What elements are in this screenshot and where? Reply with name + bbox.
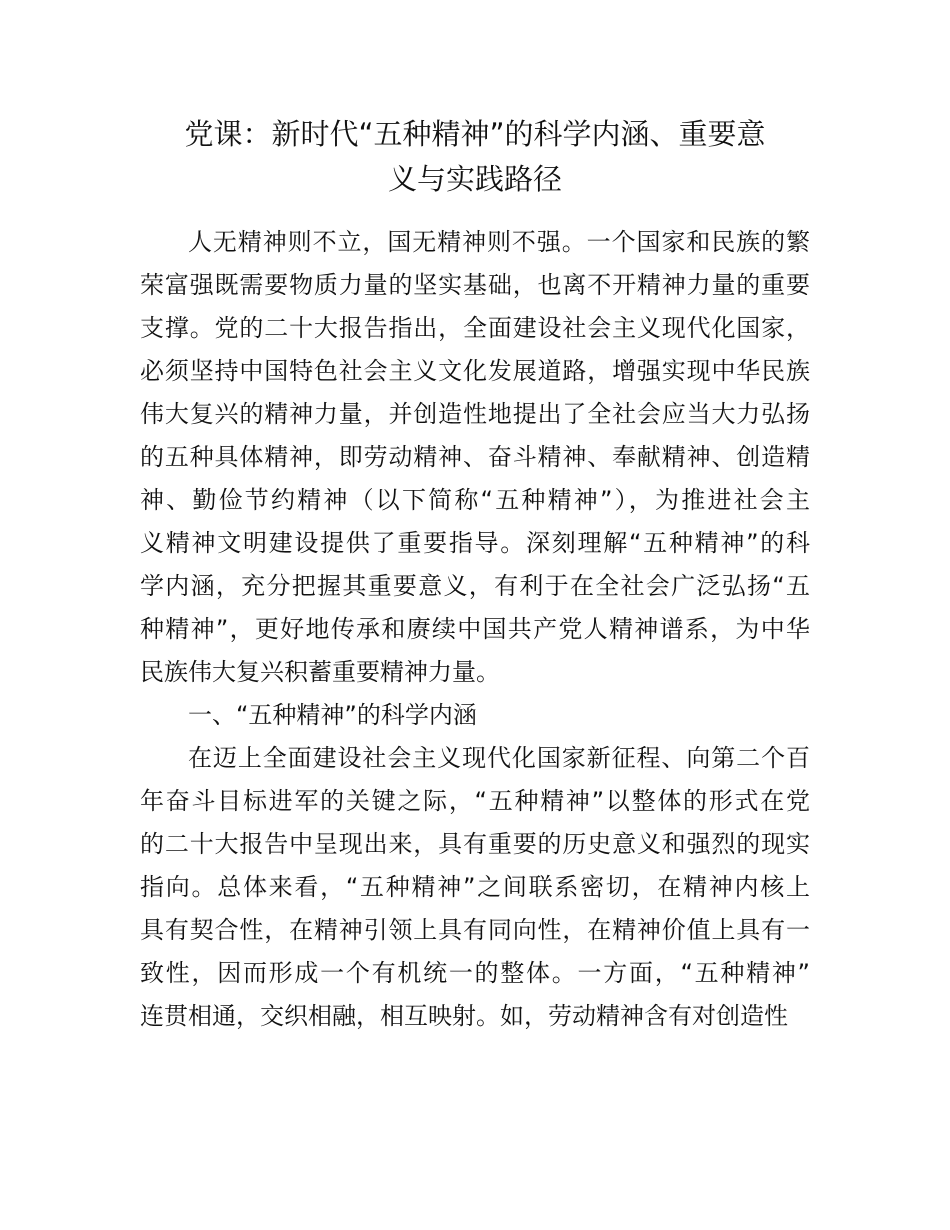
text-line: 致性，因而形成一个有机统一的整体。一方面，“五种精神”	[140, 959, 810, 987]
text-line: 伟大复兴的精神力量，并创造性地提出了全社会应当大力弘扬	[140, 400, 810, 428]
text-line: 年奋斗目标进军的关键之际，“五种精神”以整体的形式在党	[140, 787, 810, 815]
section-heading	[140, 694, 810, 737]
text-line: 民族伟大复兴积蓄重要精神力量。	[140, 658, 500, 686]
text-line: 的五种具体精神，即劳动精神、奋斗精神、奉献精神、创造精	[140, 443, 810, 471]
title-line: 党课：新时代“五种精神”的科学内涵、重要意	[184, 117, 766, 151]
text-line: 在迈上全面建设社会主义现代化国家新征程、向第二个百	[188, 744, 810, 772]
paragraph	[140, 737, 810, 1038]
text-line: 必须坚持中国特色社会主义文化发展道路，增强实现中华民族	[140, 357, 810, 385]
title-line: 义与实践路径	[387, 162, 562, 196]
text-line: 具有契合性，在精神引领上具有同向性，在精神价值上具有一	[140, 916, 810, 944]
text-line: 一、“五种精神”的科学内涵	[188, 701, 477, 729]
text-line: 连贯相通，交织相融，相互映射。如，劳动精神含有对创造性	[140, 1002, 788, 1030]
document-body	[140, 221, 810, 1038]
text-line: 义精神文明建设提供了重要指导。深刻理解“五种精神”的科	[140, 529, 810, 557]
paragraph	[140, 221, 810, 694]
document-title	[140, 112, 810, 202]
text-line: 的二十大报告中呈现出来，具有重要的历史意义和强烈的现实	[140, 830, 810, 858]
text-line: 荣富强既需要物质力量的坚实基础，也离不开精神力量的重要	[140, 271, 810, 299]
text-line: 人无精神则不立，国无精神则不强。一个国家和民族的繁	[188, 228, 810, 256]
text-line: 种精神”，更好地传承和赓续中国共产党人精神谱系，为中华	[140, 615, 810, 643]
text-line: 神、勤俭节约精神（以下简称“五种精神”），为推进社会主	[140, 486, 810, 514]
text-line: 指向。总体来看，“五种精神”之间联系密切，在精神内核上	[140, 873, 810, 901]
text-line: 支撑。党的二十大报告指出，全面建设社会主义现代化国家，	[140, 314, 810, 342]
text-line: 学内涵，充分把握其重要意义，有利于在全社会广泛弘扬“五	[140, 572, 810, 600]
